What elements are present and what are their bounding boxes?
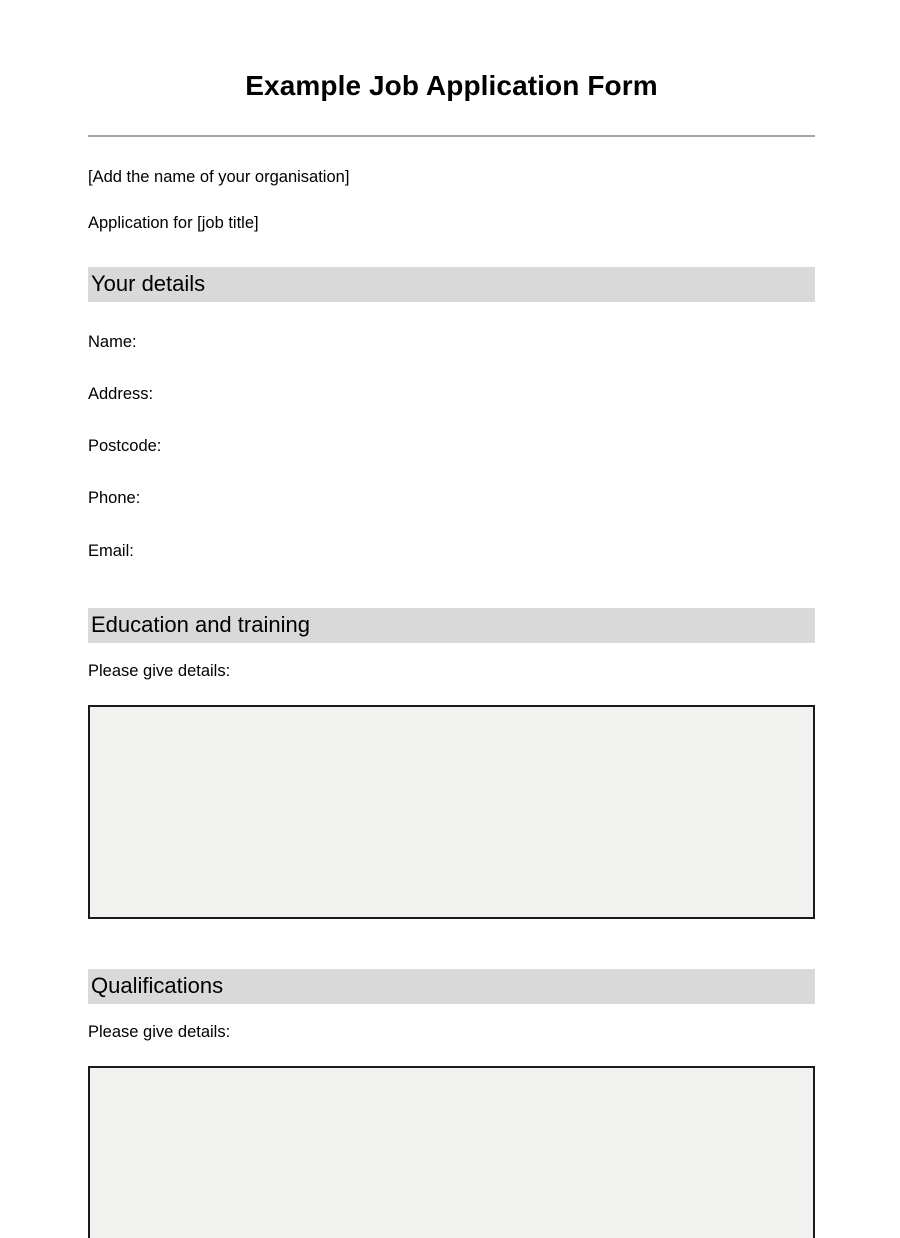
field-label-name: Name:	[88, 333, 137, 352]
document-content	[88, 0, 815, 1238]
organisation-name-placeholder: [Add the name of your organisation]	[88, 168, 350, 186]
field-label-postcode: Postcode:	[88, 437, 162, 456]
section-heading-education-and-training: Education and training	[88, 608, 815, 643]
page-title: Example Job Application Form	[245, 70, 658, 101]
field-label-address: Address:	[88, 385, 154, 404]
answer-box-education-and-training[interactable]	[88, 705, 815, 919]
section-heading-qualifications: Qualifications	[88, 969, 815, 1004]
field-label-email: Email:	[88, 541, 134, 560]
prompt-qualifications: Please give details:	[88, 1022, 231, 1041]
prompt-education-and-training: Please give details:	[88, 661, 231, 680]
section-heading-your-details: Your details	[88, 267, 815, 302]
job-title-placeholder: Application for [job title]	[88, 214, 259, 233]
field-label-phone: Phone:	[88, 489, 141, 508]
answer-box-qualifications[interactable]	[88, 1066, 815, 1238]
